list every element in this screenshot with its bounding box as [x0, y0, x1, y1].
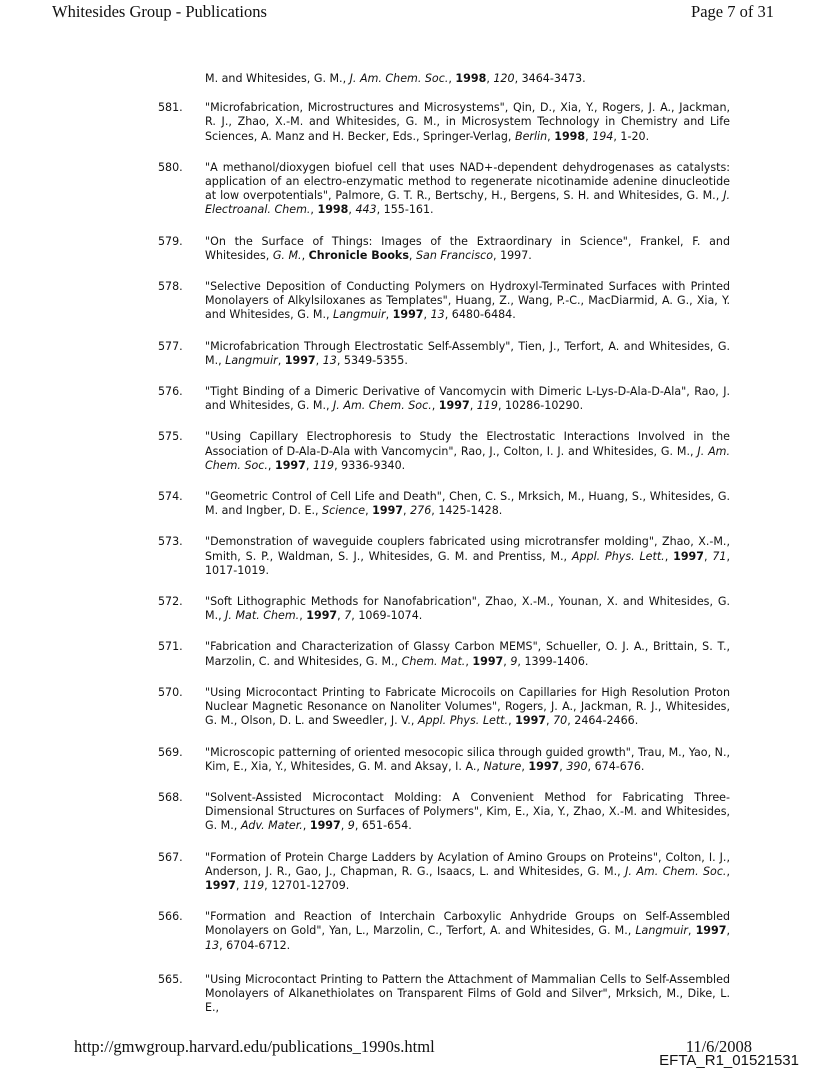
citation-text: , 1-20. — [613, 129, 650, 143]
citation-text: , — [235, 878, 243, 892]
page-number: Page 7 of 31 — [691, 2, 774, 21]
publication-entry — [158, 595, 730, 623]
publication-entry — [158, 340, 730, 368]
publication-entry — [158, 973, 730, 1016]
publication-entry — [158, 161, 730, 218]
citation-text: , — [348, 203, 356, 217]
citation-text: , — [664, 549, 674, 563]
entry-text — [205, 851, 730, 892]
publication-entry — [158, 280, 730, 323]
citation-italic: 13 — [430, 308, 445, 322]
citation-text: , — [486, 72, 494, 85]
citation-year: 1997 — [528, 759, 560, 773]
footer-url: http://gmwgroup.harvard.edu/publications_1990s.html — [74, 1037, 435, 1056]
citation-italic: San Francisco — [415, 248, 494, 262]
citation-italic: 9 — [347, 819, 355, 833]
citation-text: , 155-161. — [376, 203, 434, 217]
citation-text: , — [315, 353, 323, 367]
publication-entry — [158, 490, 730, 518]
citation-year: 1997 — [673, 549, 704, 563]
citation-italic: 119 — [242, 878, 265, 892]
entry-number: 580. — [158, 160, 183, 174]
entry-text — [205, 910, 730, 951]
entry-number: 572. — [158, 595, 183, 609]
citation-text: "Fabrication and Characterization of Glassy Carbon MEMS", Schueller, O. J. A., Brittain, S. T., Marzolin, C. and Whitesides, G. M., — [205, 640, 730, 668]
citation-text: "A methanol/dioxygen biofuel cell that uses NAD+-dependent dehydrogenases as catalysts: application of an electro-enzymatic method to regenerate nicotinamide adenine dinucleotide at low overpotentials", Palmore, G. T. R., Bertschy, H., Bergens, S. H. and Whitesides, G. M., — [205, 160, 730, 203]
citation-text: , — [267, 458, 275, 472]
citation-text: , — [302, 819, 310, 833]
entry-number: 568. — [158, 790, 183, 804]
citation-text: "Selective Deposition of Conducting Polymers on Hydroxyl-Terminated Surfaces with Printed Monolayers of Alkylsiloxanes as Templates", Huang, Z., Wang, P.-C., MacDiarmid, A. G., Xia, Y. and Whitesides, G. M., — [205, 280, 730, 322]
entry-text — [205, 686, 730, 727]
citation-year: 1997 — [284, 353, 316, 367]
publication-entry — [158, 235, 730, 263]
publication-entry — [158, 851, 730, 894]
publication-entry — [158, 430, 730, 473]
citation-text: , 12701-12709. — [264, 878, 350, 892]
citation-year: 1997 — [309, 819, 341, 833]
citation-text: , — [408, 248, 416, 262]
citation-text: , 10286-10290. — [497, 399, 584, 413]
entry-text — [205, 101, 730, 142]
publication-entry — [158, 101, 730, 144]
citation-text: , 1425-1428. — [431, 504, 503, 518]
citation-year: 1997 — [372, 504, 404, 518]
citation-italic: Appl. Phys. Lett. — [571, 549, 665, 563]
citation-text: , 6704-6712. — [219, 938, 291, 952]
citation-text: "Soft Lithographic Methods for Nanofabrication", Zhao, X.-M., Younan, X. and Whitesides, G. M., — [205, 595, 730, 623]
citation-text: , — [448, 72, 456, 85]
citation-italic: Langmuir — [225, 353, 278, 367]
publication-entry — [158, 385, 730, 413]
entry-number: 565. — [158, 972, 183, 986]
citation-text: , — [503, 654, 511, 668]
citation-italic: Adv. Mater. — [240, 819, 303, 833]
citation-year: 1997 — [515, 714, 547, 728]
citation-text: , — [337, 609, 345, 623]
citation-text: , — [403, 504, 411, 518]
citation-italic: 13 — [205, 938, 220, 952]
citation-text: , — [469, 399, 477, 413]
entry-text — [205, 430, 730, 471]
citation-text: "Microfabrication Through Electrostatic Self-Assembly", Tien, J., Terfort, A. and Whitesides, G. M., — [205, 339, 730, 367]
citation-text: , 3464-3473. — [514, 72, 586, 85]
citation-year: Chronicle Books — [308, 248, 409, 262]
citation-text: "Demonstration of waveguide couplers fabricated using microtransfer molding", Zhao, X.-M., Smith, S. P., Waldman, S. J., Whitesides, G. M. and Prentiss, M., — [205, 535, 730, 563]
entry-number: 579. — [158, 234, 183, 248]
citation-italic: J. Electroanal. Chem. — [205, 189, 730, 217]
entry-number: 571. — [158, 640, 183, 654]
citation-text: , — [431, 399, 439, 413]
entry-number: 577. — [158, 339, 183, 353]
citation-text: , — [687, 924, 696, 938]
citation-text: , — [547, 129, 555, 143]
publication-entry — [158, 791, 730, 834]
citation-italic: 276 — [410, 504, 432, 518]
header-title: Whitesides Group - Publications — [52, 2, 267, 21]
citation-italic: 120 — [493, 72, 515, 85]
citation-year: 1997 — [274, 458, 306, 472]
citation-italic: Science — [322, 504, 366, 518]
entry-number: 570. — [158, 685, 183, 699]
citation-italic: 71 — [712, 549, 727, 563]
publication-entry — [158, 686, 730, 729]
citation-italic: Nature — [483, 759, 522, 773]
entry-number: 569. — [158, 745, 183, 759]
citation-text: , — [299, 609, 307, 623]
citation-italic: J. Am. Chem. Soc. — [205, 444, 731, 472]
publication-list — [158, 72, 730, 1032]
entry-number: 575. — [158, 430, 183, 444]
citation-text: , — [340, 819, 348, 833]
citation-text: , 1069-1074. — [351, 609, 423, 623]
citation-text: "Solvent-Assisted Microcontact Molding: A Convenient Method for Fabricating Three-Dimensional Structures on Surfaces of Polymers", Kim, E., Xia, Y., Zhao, X.-M. and Whitesides, G. M., — [205, 790, 730, 833]
citation-text: "Microscopic patterning of oriented mesocopic silica through guided growth", Trau, M., Yao, N., Kim, E., Xia, Y., Whitesides, G. M. and Aksay, I. A., — [205, 745, 730, 773]
entry-number: 578. — [158, 280, 183, 294]
entry-text — [205, 72, 586, 85]
continuation-entry — [158, 72, 730, 86]
entry-text — [205, 535, 730, 576]
citation-text: "Using Microcontact Printing to Fabricate Microcoils on Capillaries for High Resolution Proton Nuclear Magnetic Resonance on Nanoliter Volumes", Rogers, J. A., Jackman, R. J., Whitesides, G. M., Olson, D. L. and Sweedler, J. V., — [205, 685, 730, 728]
citation-text: "Formation of Protein Charge Ladders by Acylation of Amino Groups on Proteins", Colton, I. J., Anderson, J. R., Gao, J., Chapman, R. G., Isaacs, L. and Whitesides, G. M., — [205, 850, 730, 878]
citation-text: , — [508, 714, 516, 728]
citation-text: M. and Whitesides, G. M., — [205, 72, 350, 85]
citation-text: , 6480-6484. — [444, 308, 516, 322]
citation-text: , 1017-1019. — [205, 549, 731, 577]
citation-italic: 70 — [553, 714, 568, 728]
citation-text: , — [465, 654, 473, 668]
citation-text: , 2464-2466. — [567, 714, 639, 728]
citation-text: , 9336-9340. — [334, 458, 406, 472]
citation-italic: J. Am. Chem. Soc. — [625, 864, 727, 878]
citation-year: 1998 — [554, 129, 586, 143]
citation-text: "Using Capillary Electrophoresis to Study the Electrostatic Interactions Involved in the Association of D-Ala-D-Ala with Vancomycin", Rao, J., Colton, I. J. and Whitesides, G. M., — [205, 430, 730, 458]
entry-text — [205, 640, 730, 667]
citation-text: "Formation and Reaction of Interchain Carboxylic Anhydride Groups on Self-Assembled Monolayers on Gold", Yan, L., Marzolin, C., Terfort, A. and Whitesides, G. M., — [205, 910, 730, 938]
entry-number: 573. — [158, 535, 183, 549]
citation-year: 1997 — [472, 654, 504, 668]
citation-text: "Microfabrication, Microstructures and Microsystems", Qin, D., Xia, Y., Rogers, J. A., Jackman, R. J., Zhao, X.-M. and Whitesides, G. M., in Microsystem Technology in Chemistry and Life Sciences, A. Manz and H. Becker, Eds., Springer-Verlag, — [205, 101, 730, 143]
footer-date: 11/6/2008 — [685, 1037, 752, 1056]
citation-text: , — [277, 353, 285, 367]
citation-text: , — [385, 308, 393, 322]
citation-text: , — [310, 203, 318, 217]
citation-italic: J. Am. Chem. Soc. — [349, 72, 449, 85]
entry-text — [205, 235, 730, 262]
citation-text: , — [301, 248, 309, 262]
citation-italic: 443 — [355, 203, 377, 217]
citation-italic: J. Am. Chem. Soc. — [333, 399, 432, 413]
citation-italic: 9 — [510, 654, 518, 668]
citation-italic: 119 — [312, 458, 335, 472]
citation-text: "On the Surface of Things: Images of the Extraordinary in Science", Frankel, F. and Whitesides, — [205, 234, 730, 262]
entry-number: 566. — [158, 910, 183, 924]
citation-italic: Appl. Phys. Lett. — [417, 714, 509, 728]
document-id: EFTA_R1_01521531 — [659, 1052, 799, 1069]
entry-text — [205, 791, 730, 832]
citation-text: , 1399-1406. — [517, 654, 589, 668]
citation-text: , — [423, 308, 431, 322]
citation-italic: 194 — [592, 129, 614, 143]
entry-text — [205, 490, 730, 517]
citation-italic: 7 — [344, 609, 352, 623]
citation-italic: G. M. — [272, 248, 302, 262]
citation-italic: Chem. Mat. — [401, 654, 466, 668]
entry-number: 576. — [158, 385, 183, 399]
entry-text — [205, 161, 730, 217]
entry-text — [205, 973, 730, 1016]
publication-entry — [158, 910, 730, 953]
citation-text: , — [365, 504, 373, 518]
entry-text — [205, 746, 730, 773]
citation-text: , — [521, 759, 529, 773]
citation-text: , — [559, 759, 567, 773]
citation-italic: Langmuir — [333, 308, 386, 322]
publication-entry — [158, 640, 730, 668]
citation-text: , 674-676. — [587, 759, 645, 773]
citation-text: , 1997. — [493, 248, 532, 262]
entry-text — [205, 595, 730, 622]
entry-number: 574. — [158, 490, 183, 504]
citation-text: , — [585, 129, 593, 143]
citation-text: "Geometric Control of Cell Life and Death", Chen, C. S., Mrksich, M., Huang, S., Whitesides, G. M. and Ingber, D. E., — [205, 490, 730, 518]
citation-text: "Tight Binding of a Dimeric Derivative of Vancomycin with Dimeric L-Lys-D-Ala-D-Ala", Rao, J. and Whitesides, G. M., — [205, 385, 730, 413]
citation-italic: 390 — [566, 759, 588, 773]
citation-text: , — [703, 549, 713, 563]
citation-italic: Langmuir — [635, 924, 688, 938]
citation-italic: Berlin — [514, 129, 548, 143]
entry-text — [205, 280, 730, 321]
citation-text: "Using Microcontact Printing to Pattern the Attachment of Mammalian Cells to Self-Assembled Monolayers of Alkanethiolates on Transparent Films of Gold and Silver", Mrksich, M., Dike, L. E., — [205, 972, 730, 1015]
entry-text — [205, 385, 730, 412]
citation-year: 1997 — [205, 878, 236, 892]
citation-year: 1997 — [695, 924, 727, 938]
citation-year: 1997 — [392, 308, 424, 322]
citation-italic: J. Mat. Chem. — [225, 609, 300, 623]
citation-text: , 651-654. — [354, 819, 412, 833]
entry-number: 581. — [158, 101, 183, 115]
citation-text: , — [726, 864, 730, 878]
citation-text: , — [726, 924, 730, 938]
publication-entry — [158, 746, 730, 774]
entry-number: 567. — [158, 850, 183, 864]
citation-text: , 5349-5355. — [336, 353, 408, 367]
citation-year: 1997 — [438, 399, 470, 413]
citation-year: 1998 — [317, 203, 349, 217]
citation-text: , — [305, 458, 313, 472]
citation-italic: 13 — [322, 353, 337, 367]
citation-italic: 119 — [476, 399, 498, 413]
citation-year: 1998 — [455, 72, 487, 85]
publication-entry — [158, 535, 730, 578]
citation-year: 1997 — [306, 609, 338, 623]
citation-text: , — [546, 714, 554, 728]
entry-text — [205, 340, 730, 367]
